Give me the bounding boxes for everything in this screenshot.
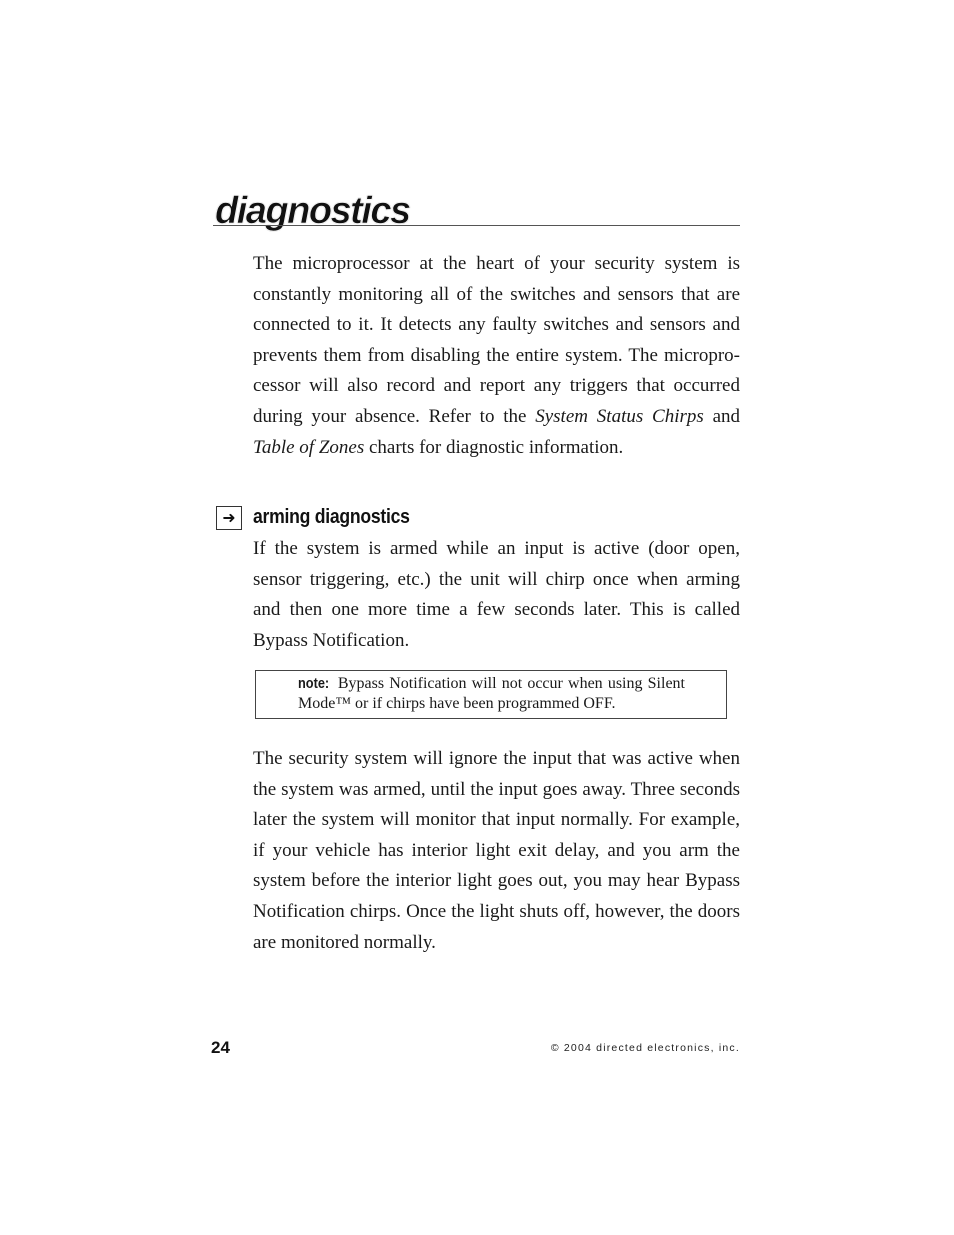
table-of-zones-reference: Table of Zones [253,436,365,458]
note-box [255,670,727,719]
ignore-input-paragraph: The security system will ignore the input that was active when the system was armed, until the input goes away. Three seconds later the system will monitor that input normally. For example, if your vehicle has interior light exit delay, and you arm the system before the interior light goes out, you may hear Bypass Notification chirps. Once the light shuts off, however, the doors are monitored normally. [253,748,740,953]
arrow-right-icon [216,506,242,530]
system-status-chirps-reference: System Status Chirps [535,405,704,427]
note-text [298,674,685,713]
intro-paragraph [253,249,740,463]
title-underline [213,225,740,226]
intro-text-before: The microprocessor at the heart of your security system is constantly monitoring all of the switches and sensors that are connected to it. It detects any faulty switches and sensors and prevents them from disabling the entire system. The micropro-cessor will also record and report any triggers that occurred during your absence. Refer to the [253,253,740,427]
note-label: note: [298,675,330,692]
section-heading: arming diagnostics [253,506,410,528]
page-number: 24 [211,1038,230,1057]
arrow-glyph: ➜ [222,508,236,527]
page-title: diagnostics [215,190,410,232]
arming-paragraph: If the system is armed while an input is active (door open, sensor triggering, etc.) the unit will chirp once when arming and then one more time a few seconds later. This is called Bypass Notification. [253,538,740,651]
copyright-notice: © 2004 directed electronics, inc. [550,1042,740,1054]
intro-text-after: charts for diagnostic information. [364,436,624,458]
intro-text-middle: and [703,405,741,427]
note-body: Bypass Notification will not occur when using Silent Mode™ or if chirps have been programmed OFF. [298,675,685,712]
